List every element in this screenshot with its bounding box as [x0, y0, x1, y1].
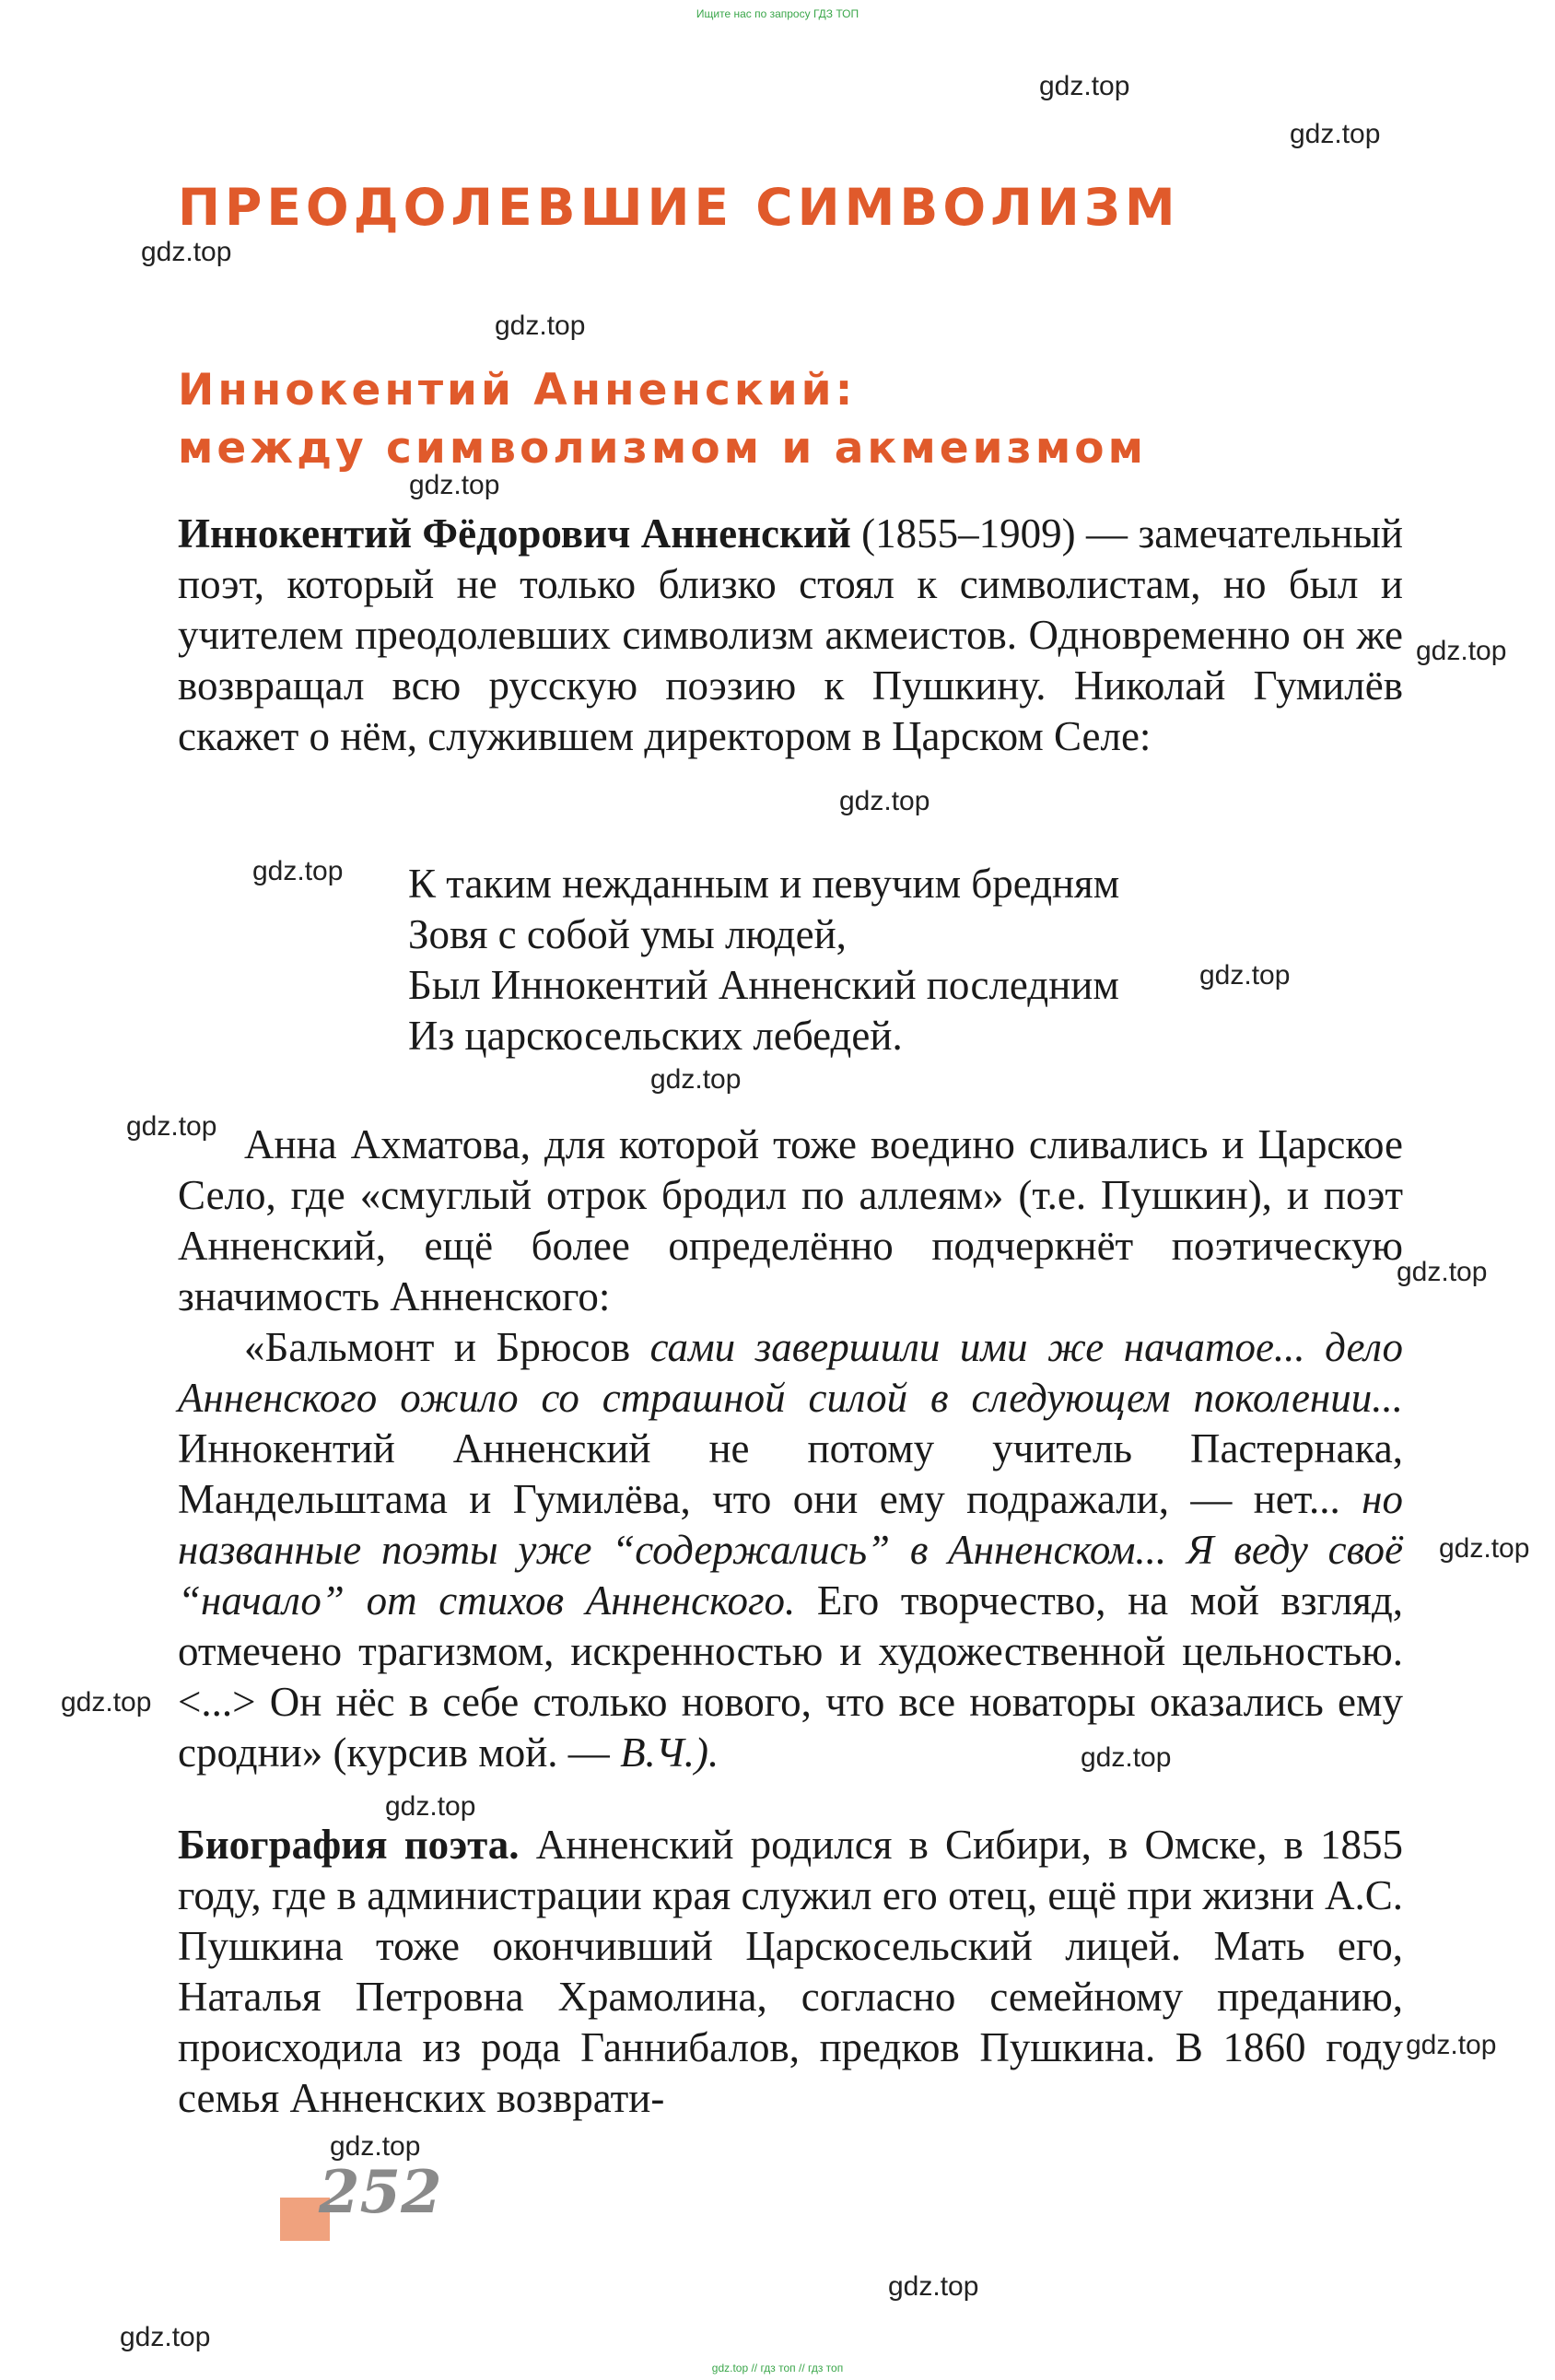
watermark-text: gdz.top [1397, 1257, 1488, 1287]
quote-part-3: Его творчество, на мой взгляд, отмечено трагизмом, искренностью и художественной цельностью. <...> Он нёс в себе столько нового, что все новаторы оказались ему сродни» (курсив мой. — [178, 1577, 1403, 1776]
watermark-text: gdz.top [141, 237, 232, 267]
quote-italic-3: В.Ч.). [620, 1729, 719, 1776]
chapter-title-line-2: между символизмом и акмеизмом [178, 423, 1147, 474]
akhmatova-quote [178, 1322, 1403, 1778]
biography-heading: Биография поэта. [178, 1822, 520, 1868]
watermark-text: gdz.top [1406, 2030, 1497, 2060]
poem-line: Был Иннокентий Анненский последним [408, 962, 1119, 1008]
gumilev-poem [408, 859, 1119, 1061]
watermark-text: gdz.top [126, 1111, 217, 1142]
watermark-text: gdz.top [495, 311, 586, 341]
watermark-text: gdz.top [839, 786, 930, 816]
footer-note: gdz.top // гдз топ // гдз топ [711, 2362, 844, 2374]
watermark-text: gdz.top [1290, 119, 1381, 149]
watermark-text: gdz.top [385, 1791, 476, 1822]
watermark-text: gdz.top [650, 1064, 742, 1095]
page-number: 252 [319, 2158, 442, 2227]
section-title: ПРЕОДОЛЕВШИЕ СИМВОЛИЗМ [178, 178, 1180, 237]
watermark-text: gdz.top [1081, 1742, 1172, 1773]
watermark-text: gdz.top [61, 1687, 152, 1718]
poem-line: Зовя с собой умы людей, [408, 911, 847, 957]
biography-paragraph [178, 1820, 1403, 2124]
intro-text: (1855–1909) — замечательный поэт, который не только близко стоял к символистам, но был и учителем преодолевших символизм акмеистов. Одновременно он же возвращал всю русскую поэзию к Пушкину. Николай Гумилёв скажет о нём, служившем директором в Царском Селе: [178, 510, 1403, 759]
watermark-text: gdz.top [120, 2322, 211, 2352]
watermark-text: gdz.top [1439, 1533, 1530, 1564]
poet-name: Иннокентий Фёдорович Анненский [178, 510, 851, 557]
watermark-text: gdz.top [252, 856, 344, 886]
intro-paragraph [178, 509, 1403, 762]
poem-line: Из царскосельских лебедей. [408, 1013, 903, 1059]
biography-text: Анненский родился в Сибири, в Омске, в 1855 году, где в администрации края служил его отец, ещё при жизни А.С. Пушкина тоже окончивший Царскосельский лицей. Мать его, Наталья Петровна Храмолина, согласно семейному преданию, происходила из рода Ганнибалов, предков Пушкина. В 1860 году семья Анненских возврати- [178, 1822, 1403, 2121]
watermark-text: gdz.top [409, 470, 500, 500]
quote-italic-1: сами завершили ими же начатое... дело Анненского ожило со страшной силой в следующем поколении... [178, 1324, 1403, 1421]
watermark-text: gdz.top [330, 2131, 421, 2162]
chapter-title [178, 361, 1147, 477]
quote-part-2: Иннокентий Анненский не потому учитель Пастернака, Мандельштама и Гумилёва, что они ему подражали, — нет... [178, 1425, 1403, 1522]
akhmatova-text: Анна Ахматова, для которой тоже воедино сливались и Царское Село, где «смуглый отрок бродил по аллеям» (т.е. Пушкин), и поэт Анненский, ещё более определённо подчеркнёт поэтическую значимость Анненского: [178, 1121, 1403, 1319]
poem-line: К таким нежданным и певучим бредням [408, 861, 1120, 907]
watermark-text: gdz.top [1199, 960, 1291, 991]
watermark-text: gdz.top [888, 2271, 979, 2302]
watermark-text: gdz.top [1039, 71, 1130, 101]
watermark-text: gdz.top [1416, 636, 1507, 666]
quote-italic-2: но названные поэты уже “содержались” в Анненском... Я веду своё “начало” от стихов Анненского. [178, 1476, 1403, 1624]
quote-part-1: «Бальмонт и Брюсов [244, 1324, 650, 1370]
chapter-title-line-1: Иннокентий Анненский: [178, 365, 857, 416]
akhmatova-paragraph [178, 1120, 1403, 1778]
header-search-note: Ищите нас по запросу ГДЗ ТОП [696, 7, 859, 20]
